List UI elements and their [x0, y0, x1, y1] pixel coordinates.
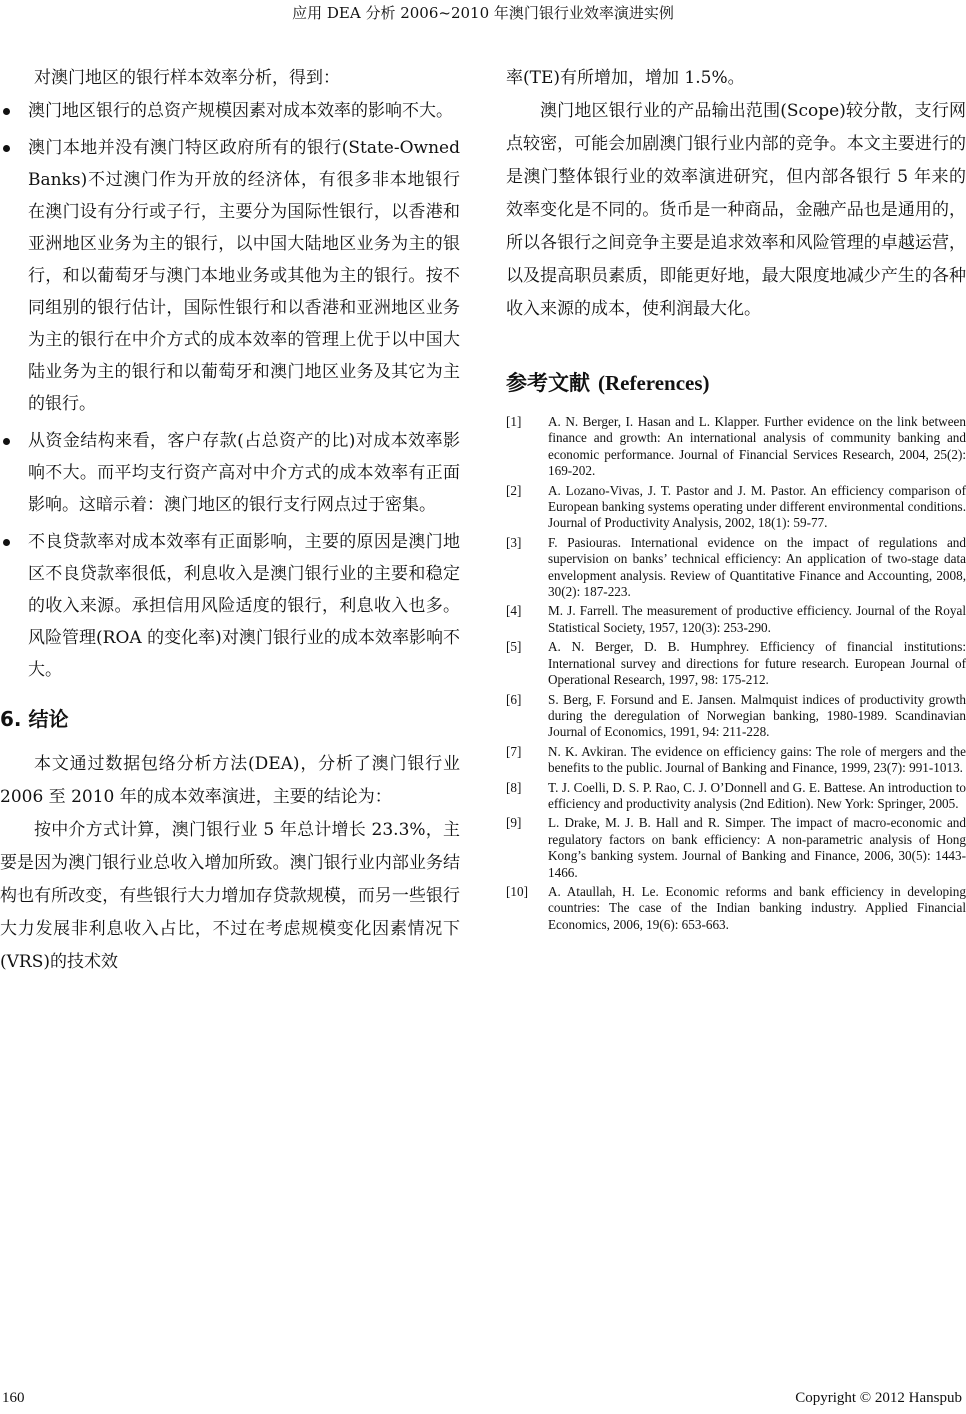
reference-item: [2] A. Lozano-Vivas, J. T. Pastor and J. M. Pastor. An efficiency comparison of European banking systems operating under different environmental conditions. Journal of Productivity Analysis, 2002, 18(1): 59-77. — [506, 482, 966, 531]
page-number: 160 — [2, 1390, 25, 1406]
right-column — [506, 62, 966, 936]
findings-list — [0, 95, 460, 686]
copyright-notice: Copyright © 2012 Hanspub — [795, 1390, 962, 1406]
bullet-icon — [3, 108, 10, 115]
reference-item: [5] A. N. Berger, D. B. Humphrey. Efficiency of financial institutions: International survey and directions for future research. European Journal of Operational Research, 1997, 98: 175-212. — [506, 639, 966, 688]
reference-item: [8] T. J. Coelli, D. S. P. Rao, C. J. O’Donnell and G. E. Battese. An introduction to efficiency and productivity analysis (2nd Edition). New York: Springer, 2005. — [506, 779, 966, 811]
references-heading: 参考文献 (References) — [506, 371, 710, 395]
reference-item: [4] M. J. Farrell. The measurement of productive efficiency. Journal of the Royal Statistical Society, 1957, 120(3): 253-290. — [506, 603, 966, 635]
finding-item: 澳门本地并没有澳门特区政府所有的银行(State-Owned Banks)不过澳门作为开放的经济体，有很多非本地银行在澳门设有分行或子行，主要分为国际性银行，以香港和亚洲地区业务为主的银行，以中国大陆地区业务为主的银行，和以葡萄牙与澳门本地业务或其他为主的银行。按不同组别的银行估计，国际性银行和以香港和亚洲地区业务为主的银行在中介方式的成本效率的管理上优于以中国大陆业务为主的银行和以葡萄牙和澳门地区业务及其它为主的银行。 — [0, 132, 460, 420]
scope-paragraph: 澳门地区银行业的产品输出范围(Scope)较分散，支行网点较密，可能会加剧澳门银行业内部的竞争。本文主要进行的是澳门整体银行业的效率演进研究，但内部各银行 5 年来的效率变化是不同的。货币是一种商品，金融产品也是通用的，所以各银行之间竞争主要是追求效率和风险管理的卓越运营，以及提高职员素质，即能更好地，最大限度地减少产生的各种收入来源的成本，使利润最大化。 — [506, 101, 966, 319]
reference-item: [9] L. Drake, M. J. B. Hall and R. Simper. The impact of macro-economic and regulatory factors on bank efficiency: A non-parametric analysis of Hong Kong’s banking system. Journal of Banking and Finance, 2006, 30(5): 1443-1466. — [506, 815, 966, 880]
section-heading-conclusion: 6. 结论 — [0, 707, 69, 731]
running-head: 应用 DEA 分析 2006~2010 年澳门银行业效率演进实例 — [292, 4, 674, 22]
bullet-icon — [3, 539, 10, 546]
finding-item: 不良贷款率对成本效率有正面影响，主要的原因是澳门地区不良贷款率很低，利息收入是澳门银行业的主要和稳定的收入来源。承担信用风险适度的银行，利息收入也多。风险管理(ROA 的变化率)对澳门银行业的成本效率影响不大。 — [0, 526, 460, 686]
reference-item: [6] S. Berg, F. Forsund and E. Jansen. Malmquist indices of productivity growth during the deregulation of Norwegian banking, 1980-1989. Scandinavian Journal of Economics, 1991, 94: 211-228. — [506, 691, 966, 740]
references-list — [506, 414, 966, 933]
reference-item: [10] A. Ataullah, H. Le. Economic reforms and bank efficiency in developing countries: The case of the Indian banking industry. Applied Financial Economics, 2006, 19(6): 653-663. — [506, 883, 966, 932]
left-column — [0, 62, 460, 979]
conclusion-paragraph-1: 本文通过数据包络分析方法(DEA)，分析了澳门银行业 2006 至 2010 年的成本效率演进，主要的结论为： — [0, 754, 460, 807]
reference-item: [3] F. Pasiouras. International evidence on the impact of regulations and supervision on banks’ technical efficiency: An application of two-stage data envelopment analysis. Review of Quantitative Finance and Accounting, 2008, 30(2): 187-223. — [506, 534, 966, 600]
intro-paragraph: 对澳门地区的银行样本效率分析，得到： — [34, 68, 340, 88]
bullet-icon — [3, 438, 10, 445]
continued-paragraph: 率(TE)有所增加，增加 1.5%。 — [506, 68, 745, 88]
bullet-icon — [3, 145, 10, 152]
finding-item: 澳门地区银行的总资产规模因素对成本效率的影响不大。 — [0, 95, 460, 127]
reference-item: [7] N. K. Avkiran. The evidence on efficiency gains: The role of mergers and the benefits to the public. Journal of Banking and Finance, 1999, 23(7): 991-1013. — [506, 743, 966, 776]
reference-item: [1] A. N. Berger, I. Hasan and L. Klapper. Further evidence on the link between finance and growth: An international analysis of community banking and economic performance. Journal of Financial Services Research, 2004, 25(2): 169-202. — [506, 414, 966, 479]
conclusion-paragraph-2: 按中介方式计算，澳门银行业 5 年总计增长 23.3%，主要是因为澳门银行业总收入增加所致。澳门银行业内部业务结构也有所改变，有些银行大力增加存贷款规模，而另一些银行大力发展非利息收入占比，不过在考虑规模变化因素情况下(VRS)的技术效 — [0, 820, 460, 972]
finding-item: 从资金结构来看，客户存款(占总资产的比)对成本效率影响不大。而平均支行资产高对中介方式的成本效率有正面影响。这暗示着：澳门地区的银行支行网点过于密集。 — [0, 425, 460, 521]
